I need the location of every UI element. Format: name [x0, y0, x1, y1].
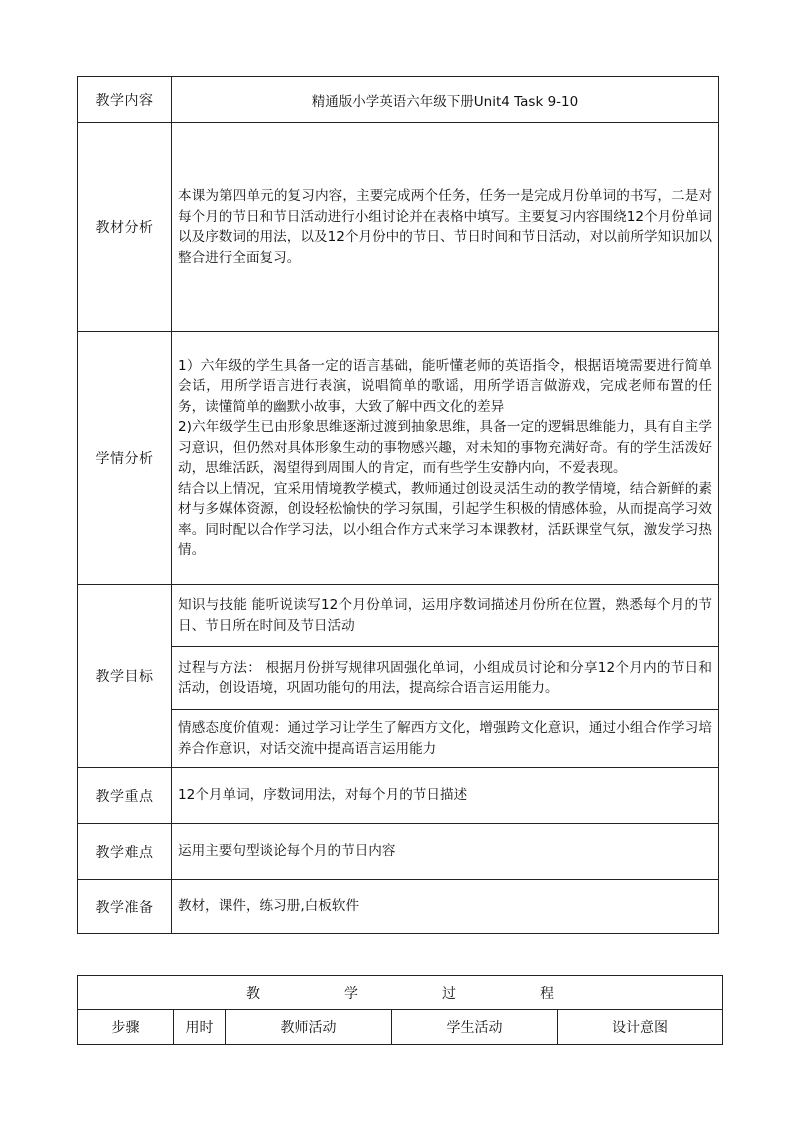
goal-knowledge-skills: 知识与技能 能听说读写12个月份单词，运用序数词描述月份所在位置，熟悉每个月的节日、节日所在时间及节日活动	[172, 585, 719, 647]
header-time: 用时	[174, 1010, 226, 1045]
student-analysis-paragraph: 1）六年级的学生具备一定的语言基础，能听懂老师的英语指令，根据语境需要进行简单会话，用所学语言进行表演，说唱简单的歌谣，用所学语言做游戏，完成老师布置的任务，读懂简单的幽默小故事，大致了解中西文化的差异	[178, 357, 712, 415]
header-design-intent: 设计意图	[558, 1010, 723, 1045]
process-title-char: 学	[344, 985, 359, 1002]
teaching-goals-label: 教学目标	[78, 585, 172, 768]
goal-process-methods: 过程与方法： 根据月份拼写规律巩固强化单词，小组成员讨论和分享12个月内的节日和活动，创设语境，巩固功能句的用法，提高综合语言运用能力。	[172, 647, 719, 710]
lesson-info-table	[77, 76, 719, 934]
process-title	[78, 976, 723, 1010]
process-title-char: 教	[246, 985, 261, 1002]
student-analysis-cell	[172, 332, 719, 585]
row-difficulties	[78, 824, 719, 880]
difficulties-value: 运用主要句型谈论每个月的节日内容	[172, 824, 719, 880]
row-student-analysis	[78, 332, 719, 585]
key-points-value: 12个月单词，序数词用法，对每个月的节日描述	[172, 768, 719, 824]
preparation-value: 教材，课件，练习册,白板软件	[172, 880, 719, 934]
student-analysis-paragraph: 结合以上情况，宜采用情境教学模式，教师通过创设灵活生动的教学情境，结合新鲜的素材与多媒体资源，创设轻松愉快的学习氛围，引起学生积极的情感体验，从而提高学习效率。同时配以合作学习法，以小组合作方式来学习本课教材，活跃课堂气氛，激发学习热情。	[178, 480, 712, 558]
row-preparation	[78, 880, 719, 934]
header-steps: 步骤	[78, 1010, 174, 1045]
row-material-analysis	[78, 123, 719, 332]
row-teaching-content	[78, 77, 719, 123]
key-points-label: 教学重点	[78, 768, 172, 824]
teaching-content-value: 精通版小学英语六年级下册Unit4 Task 9-10	[172, 77, 719, 123]
difficulties-label: 教学难点	[78, 824, 172, 880]
row-teaching-goals-3	[78, 710, 719, 768]
process-header-row	[78, 1010, 723, 1045]
student-analysis-label: 学情分析	[78, 332, 172, 585]
row-key-points	[78, 768, 719, 824]
process-title-row	[78, 976, 723, 1010]
material-analysis-label: 教材分析	[78, 123, 172, 332]
student-analysis-paragraph: 2)六年级学生已由形象思维逐渐过渡到抽象思维，具备一定的逻辑思维能力，具有自主学习意识，但仍然对具体形象生动的事物感兴趣，对未知的事物充满好奇。有的学生活泼好动，思维活跃，渴望得到周围人的肯定，而有些学生安静内向，不爱表现。	[178, 419, 712, 476]
goal-attitudes-values: 情感态度价值观：通过学习让学生了解西方文化，增强跨文化意识，通过小组合作学习培养合作意识，对话交流中提高语言运用能力	[172, 710, 719, 768]
teaching-process-table	[77, 975, 723, 1045]
row-teaching-goals-1	[78, 585, 719, 647]
teaching-content-label: 教学内容	[78, 77, 172, 123]
row-teaching-goals-2	[78, 647, 719, 710]
material-analysis-text: 本课为第四单元的复习内容，主要完成两个任务，任务一是完成月份单词的书写，二是对每个月的节日和节日活动进行小组讨论并在表格中填写。主要复习内容围绕12个月份单词以及序数词的用法，以及12个月份中的节日、节日时间和节日活动，对以前所学知识加以整合进行全面复习。	[172, 123, 719, 332]
header-teacher-activity: 教师活动	[226, 1010, 392, 1045]
header-student-activity: 学生活动	[392, 1010, 558, 1045]
process-title-char: 过	[442, 985, 457, 1002]
process-title-char: 程	[540, 985, 555, 1002]
preparation-label: 教学准备	[78, 880, 172, 934]
